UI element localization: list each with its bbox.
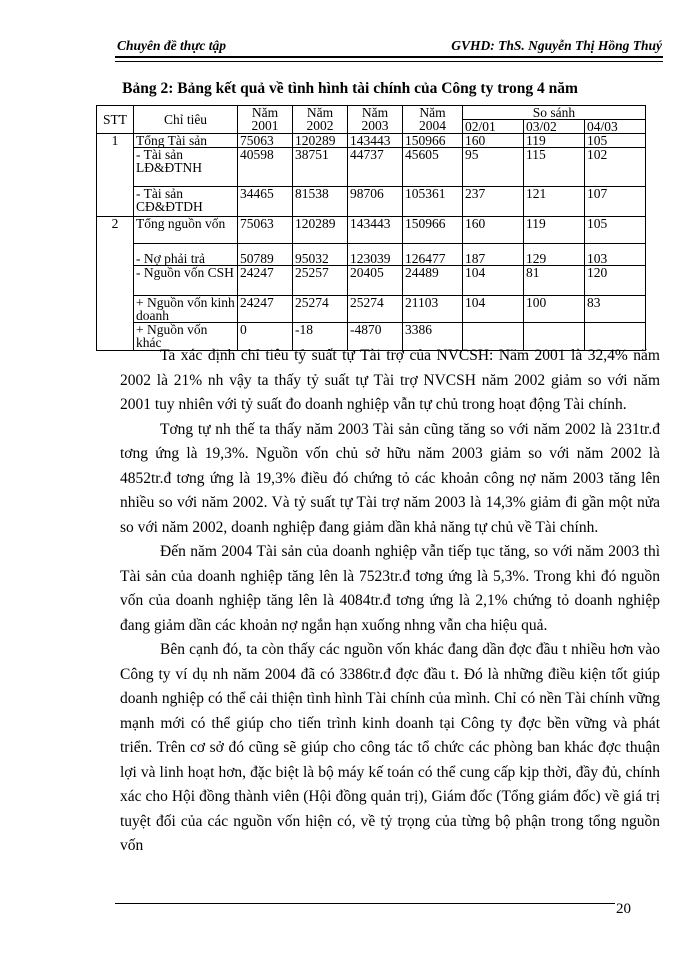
value-cell: 104: [463, 296, 524, 323]
value-cell: 95032: [293, 244, 348, 266]
value-cell: 129: [524, 244, 585, 266]
body-text: [120, 344, 660, 859]
paragraph: Tơng tự nh thế ta thấy năm 2003 Tài sản cũng tăng so với năm 2002 là 231tr.đ tơng ứng là 19,3%. Nguồn vốn chủ sở hữu năm 2003 giảm so với năm 2002 là 4852tr.đ tơng ứng là 19,3% điều đó chứng tỏ các khoản công nợ năm 2003 tăng lên nhiều so với năm 2002. Và tỷ suất tự Tài trợ năm 2003 là 14,3% giảm đi gần một nửa so với năm 2002, doanh nghiệp đang giảm dần khả năng tự chủ về Tài chính.: [120, 420, 660, 536]
page-header: [117, 38, 662, 58]
value-cell: 81538: [293, 187, 348, 217]
value-cell: 75063: [238, 134, 293, 148]
paragraph: Bên cạnh đó, ta còn thấy các nguồn vốn khác đang dần đợc đầu t nhiều hơn vào Công ty ví dụ nh năm 2004 đã có 3386tr.đ đợc đầu t. Đó là những điều kiện tốt giúp doanh nghiệp có thể cải thiện tình hình Tài chính của mình. Chỉ có nền Tài chính vững mạnh mới có thể giúp cho tiến trình kinh doanh tại Công ty đợc bền vững và phát triển. Trên cơ sở đó cũng sẽ giúp cho công tác tổ chức các phòng ban khác đợc thuận lợi và linh hoạt hơn, đặc biệt là bộ máy kế toán có thể cung cấp kịp thời, đầy đủ, chính xác cho Hội đồng thành viên (Hội đồng quản trị), Giám đốc (Tổng giám đốc) về giá trị tuyệt đối của các nguồn vốn hiện có, về tỷ trọng của từng bộ phận trong tổng nguồn vốn: [120, 641, 660, 854]
value-cell: 25274: [293, 296, 348, 323]
value-cell: -4870: [348, 323, 403, 351]
row-label: Tổng nguồn vốn: [134, 217, 238, 244]
value-cell: -18: [293, 323, 348, 351]
table-row: [97, 148, 646, 187]
table-row: [97, 217, 646, 244]
paragraph: Ta xác định chỉ tiêu tỷ suất tự Tài trợ của NVCSH: Năm 2001 là 32,4% năm 2002 là 21% nh vậy ta thấy tỷ suất tự Tài trợ NVCSH năm 2002 giảm so với năm 2001 tuy nhiên với tỷ suất đo doanh nghiệp vẫn tự chủ trong hoạt động Tài chính.: [120, 347, 660, 413]
header-year: Năm 2002: [293, 106, 348, 134]
paragraph: Đến năm 2004 Tài sản của doanh nghiệp vẫn tiếp tục tăng, so với năm 2003 thì Tài sản của doanh nghiệp tăng lên là 7523tr.đ tơng ứng là 5,3%. Trong khi đó nguồn vốn của doanh nghiệp tăng lên là 4084tr.đ tơng ứng là 2,1% chứng tỏ doanh nghiệp đang giảm dần các khoản nợ ngắn hạn xuống nhng vẫn cha hiệu quả.: [120, 543, 660, 634]
row-label: - Nợ phải trả: [134, 244, 238, 266]
value-cell: 24247: [238, 266, 293, 296]
value-cell: 126477: [403, 244, 463, 266]
value-cell: 107: [585, 187, 646, 217]
value-cell: 120: [585, 266, 646, 296]
row-label: - Tài sản LĐ&ĐTNH: [134, 148, 238, 187]
value-cell: 105: [585, 134, 646, 148]
value-cell: 0: [238, 323, 293, 351]
value-cell: 83: [585, 296, 646, 323]
value-cell: 143443: [348, 217, 403, 244]
value-cell: 187: [463, 244, 524, 266]
header-compare: So sánh: [463, 106, 646, 120]
value-cell: 119: [524, 217, 585, 244]
value-cell: 25274: [348, 296, 403, 323]
value-cell: 24489: [403, 266, 463, 296]
value-cell: 98706: [348, 187, 403, 217]
table-row: [97, 296, 646, 323]
header-stt: STT: [97, 106, 134, 134]
header-indicator: Chỉ tiêu: [134, 106, 238, 134]
stt-cell: 2: [97, 217, 134, 351]
value-cell: 45605: [403, 148, 463, 187]
value-cell: 38751: [293, 148, 348, 187]
value-cell: 95: [463, 148, 524, 187]
value-cell: 119: [524, 134, 585, 148]
value-cell: 150966: [403, 134, 463, 148]
row-label: Tổng Tài sản: [134, 134, 238, 148]
table-caption: Bảng 2: Bảng kết quả về tình hình tài chính của Công ty trong 4 năm: [122, 80, 578, 97]
value-cell: 120289: [293, 217, 348, 244]
financial-table: [96, 105, 646, 351]
row-label: + Nguồn vốn khác: [134, 323, 238, 351]
value-cell: 102: [585, 148, 646, 187]
value-cell: 105361: [403, 187, 463, 217]
page-number: 20: [616, 901, 631, 917]
value-cell: 50789: [238, 244, 293, 266]
header-compare-col: 03/02: [524, 120, 585, 134]
value-cell: 115: [524, 148, 585, 187]
table-row: [97, 244, 646, 266]
table-row: [97, 266, 646, 296]
header-year: Năm 2003: [348, 106, 403, 134]
value-cell: 24247: [238, 296, 293, 323]
header-rule: [115, 56, 663, 62]
value-cell: 100: [524, 296, 585, 323]
value-cell: 150966: [403, 217, 463, 244]
header-year: Năm 2001: [238, 106, 293, 134]
header-compare-col: 04/03: [585, 120, 646, 134]
row-label: - Tài sản CĐ&ĐTDH: [134, 187, 238, 217]
value-cell: 75063: [238, 217, 293, 244]
value-cell: 25257: [293, 266, 348, 296]
value-cell: 20405: [348, 266, 403, 296]
value-cell: 121: [524, 187, 585, 217]
value-cell: 3386: [403, 323, 463, 351]
stt-cell: 1: [97, 134, 134, 217]
value-cell: 40598: [238, 148, 293, 187]
header-title: Chuyên đề thực tập: [117, 38, 226, 53]
header-supervisor: GVHD: ThS. Nguyễn Thị Hồng Thuý: [451, 38, 662, 53]
value-cell: 81: [524, 266, 585, 296]
row-label: - Nguồn vốn CSH: [134, 266, 238, 296]
footer-rule: [115, 903, 615, 904]
value-cell: 123039: [348, 244, 403, 266]
value-cell: 103: [585, 244, 646, 266]
header-year: Năm 2004: [403, 106, 463, 134]
value-cell: 143443: [348, 134, 403, 148]
table-row: [97, 134, 646, 148]
value-cell: 105: [585, 217, 646, 244]
row-label: + Nguồn vốn kinh doanh: [134, 296, 238, 323]
value-cell: 160: [463, 217, 524, 244]
value-cell: 104: [463, 266, 524, 296]
value-cell: 237: [463, 187, 524, 217]
value-cell: 120289: [293, 134, 348, 148]
table-row: [97, 187, 646, 217]
header-compare-col: 02/01: [463, 120, 524, 134]
value-cell: 34465: [238, 187, 293, 217]
value-cell: 160: [463, 134, 524, 148]
value-cell: 21103: [403, 296, 463, 323]
value-cell: 44737: [348, 148, 403, 187]
